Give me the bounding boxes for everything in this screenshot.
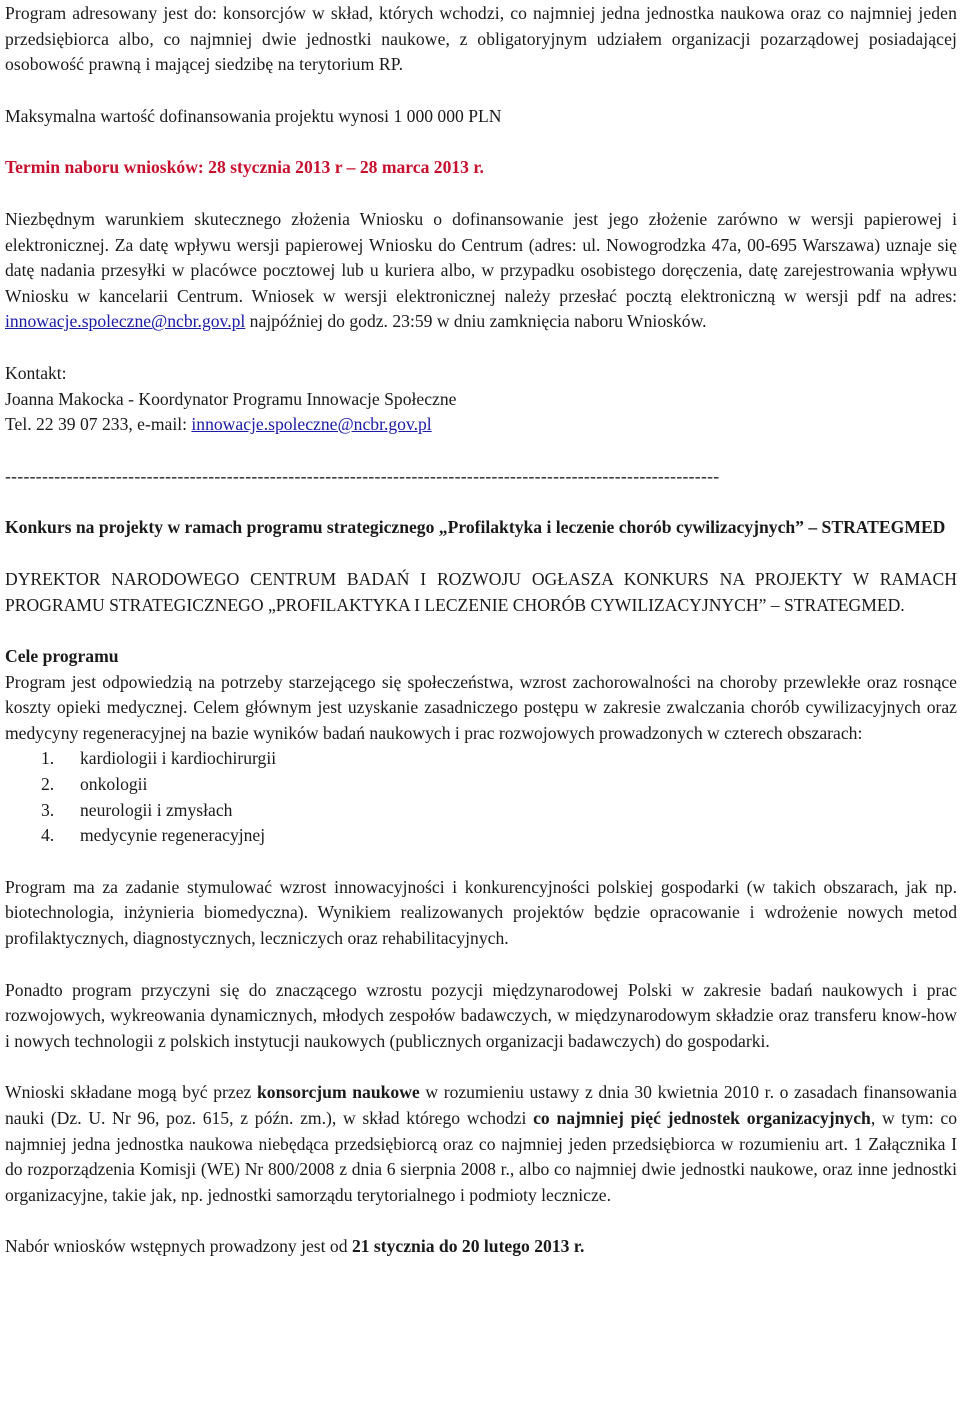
contact-label: Kontakt: bbox=[5, 362, 67, 383]
deadline: Termin naboru wniosków: 28 stycznia 2013 r – 28 marca 2013 r. bbox=[5, 157, 484, 178]
consortium-paragraph bbox=[5, 1080, 957, 1208]
separator-line: -------------------------------------------------------------------------------------------------------------------- bbox=[5, 465, 720, 486]
consortium-text-d: co najmniej pięć jednostek organizacyjnych bbox=[533, 1108, 871, 1128]
list-item-number: 1. bbox=[41, 748, 55, 769]
submission-email-link[interactable]: innowacje.spoleczne@ncbr.gov.pl bbox=[5, 311, 246, 332]
position-paragraph: Ponadto program przyczyni się do znaczącego wzrostu pozycji międzynarodowej Polski w zakresie badań naukowych i prac rozwojowych, wykreowania dynamicznych, młodych zespołów badawczych, w międzynarodowym składzie oraz transferu know-how i nowych technologii z polskich instytucji naukowych (publicznych organizacji badawczych) do gospodarki. bbox=[5, 979, 957, 1051]
goals-text: Program jest odpowiedzią na potrzeby starzejącego się społeczeństwa, wzrost zachorowalności na choroby przewlekłe oraz rosnące koszty opieki medycznej. Celem głównym jest uzyskanie zasadniczego postępu w zakresie zwalczania chorób cywilizacyjnych oraz medycyny regeneracyjnej na bazie wyników badań naukowych i prac rozwojowych prowadzonych w czterech obszarach: bbox=[5, 671, 957, 743]
list-item-label: onkologii bbox=[80, 774, 148, 795]
consortium-text-e: , w tym: co najmniej jedna jednostka naukowa niebędąca przedsiębiorcą oraz co najmniej jeden przedsiębiorca w rozumieniu art. 1 Załącznika I do rozporządzenia Komisji (WE) Nr 800/2008 z dnia 6 sierpnia 2008 r., albo co najmniej dwie jednostki naukowe, oraz inne jednostki organizacyjne, takie jak, np. jednostki samorządu terytorialnego i podmioty lecznicze. bbox=[5, 1108, 957, 1205]
consortium-text-c: w rozumieniu ustawy z dnia 30 kwietnia 2010 r. o zasadach finansowania nauki (Dz. U. Nr 96, poz. 615, z późn. zm.), w skład którego wchodzi bbox=[5, 1082, 957, 1128]
list-item-label: neurologii i zmysłach bbox=[80, 799, 233, 820]
contact-email-link[interactable]: innowacje.spoleczne@ncbr.gov.pl bbox=[191, 414, 432, 435]
contact-person: Joanna Makocka - Koordynator Programu Innowacje Społeczne bbox=[5, 388, 457, 409]
contact-block bbox=[5, 361, 957, 438]
goals-heading: Cele programu bbox=[5, 646, 119, 667]
submission-paragraph bbox=[5, 207, 957, 335]
submission-text-end: najpóźniej do godz. 23:59 w dniu zamknięcia naboru Wniosków. bbox=[245, 311, 707, 332]
strategmed-heading: Konkurs na projekty w ramach programu strategicznego „Profilaktyka i leczenie chorób cywilizacyjnych” – STRATEGMED bbox=[5, 517, 946, 538]
max-funding: Maksymalna wartość dofinansowania projektu wynosi 1 000 000 PLN bbox=[5, 105, 502, 126]
consortium-text-b: konsorcjum naukowe bbox=[256, 1082, 420, 1103]
innovation-paragraph: Program ma za zadanie stymulować wzrost innowacyjności i konkurencyjności polskiej gospodarki (w takich obszarach, jak np. biotechnologia, inżynieria biomedyczna). Wynikiem realizowanych projektów będzie opracowanie i wdrożenie nowych metod profilaktycznych, diagnostycznych, leczniczych oraz rehabilitacyjnych. bbox=[5, 876, 957, 949]
list-item bbox=[5, 772, 957, 798]
document-page bbox=[5, 0, 957, 1260]
consortium-text-a: Wnioski składane mogą być przez bbox=[5, 1082, 257, 1103]
list-item-number: 3. bbox=[41, 799, 55, 820]
list-item bbox=[5, 746, 957, 772]
prelim-text: Nabór wniosków wstępnych prowadzony jest od bbox=[5, 1236, 352, 1257]
submission-text: Niezbędnym warunkiem skutecznego złożenia Wniosku o dofinansowanie jest jego złożenie zarówno w wersji papierowej i elektronicznej. Za datę wpływu wersji papierowej Wniosku do Centrum (adres: ul. Nowogrodzka 47a, 00-695 Warszawa) uznaje się datę nadania przesyłki w placówce pocztowej lub u kuriera albo, w przypadku osobistego doręczenia, datę zarejestrowania wpływu Wniosku w kancelarii Centrum. Wniosek w wersji elektronicznej należy przesłać pocztą elektroniczną w wersji pdf na adres: bbox=[5, 208, 957, 306]
list-item-number: 4. bbox=[41, 825, 55, 846]
list-item-label: kardiologii i kardiochirurgii bbox=[80, 748, 277, 769]
strategmed-announcement: DYREKTOR NARODOWEGO CENTRUM BADAŃ I ROZWOJU OGŁASZA KONKURS NA PROJEKTY W RAMACH PROGRAMU STRATEGICZNEGO „PROFILAKTYKA I LECZENIE CHORÓB CYWILIZACYJNYCH” – STRATEGMED. bbox=[5, 568, 957, 615]
prelim-paragraph bbox=[5, 1234, 957, 1260]
list-item bbox=[5, 798, 957, 824]
intro-paragraph: Program adresowany jest do: konsorcjów w skład, których wchodzi, co najmniej jedna jednostka naukowa oraz co najmniej jeden przedsiębiorca albo, co najmniej dwie jednostki naukowe, z obligatoryjnym udziałem organizacji pozarządowej posiadającej osobowość prawną i mającej siedzibę na terytorium RP. bbox=[5, 3, 957, 75]
list-item bbox=[5, 823, 957, 849]
prelim-dates: 21 stycznia do 20 lutego 2013 r. bbox=[351, 1236, 585, 1257]
contact-tel-text: Tel. 22 39 07 233, e-mail: bbox=[5, 414, 192, 435]
list-item-label: medycynie regeneracyjnej bbox=[80, 825, 266, 846]
list-item-number: 2. bbox=[41, 774, 55, 795]
areas-list bbox=[5, 746, 957, 848]
contact-tel bbox=[5, 412, 957, 438]
